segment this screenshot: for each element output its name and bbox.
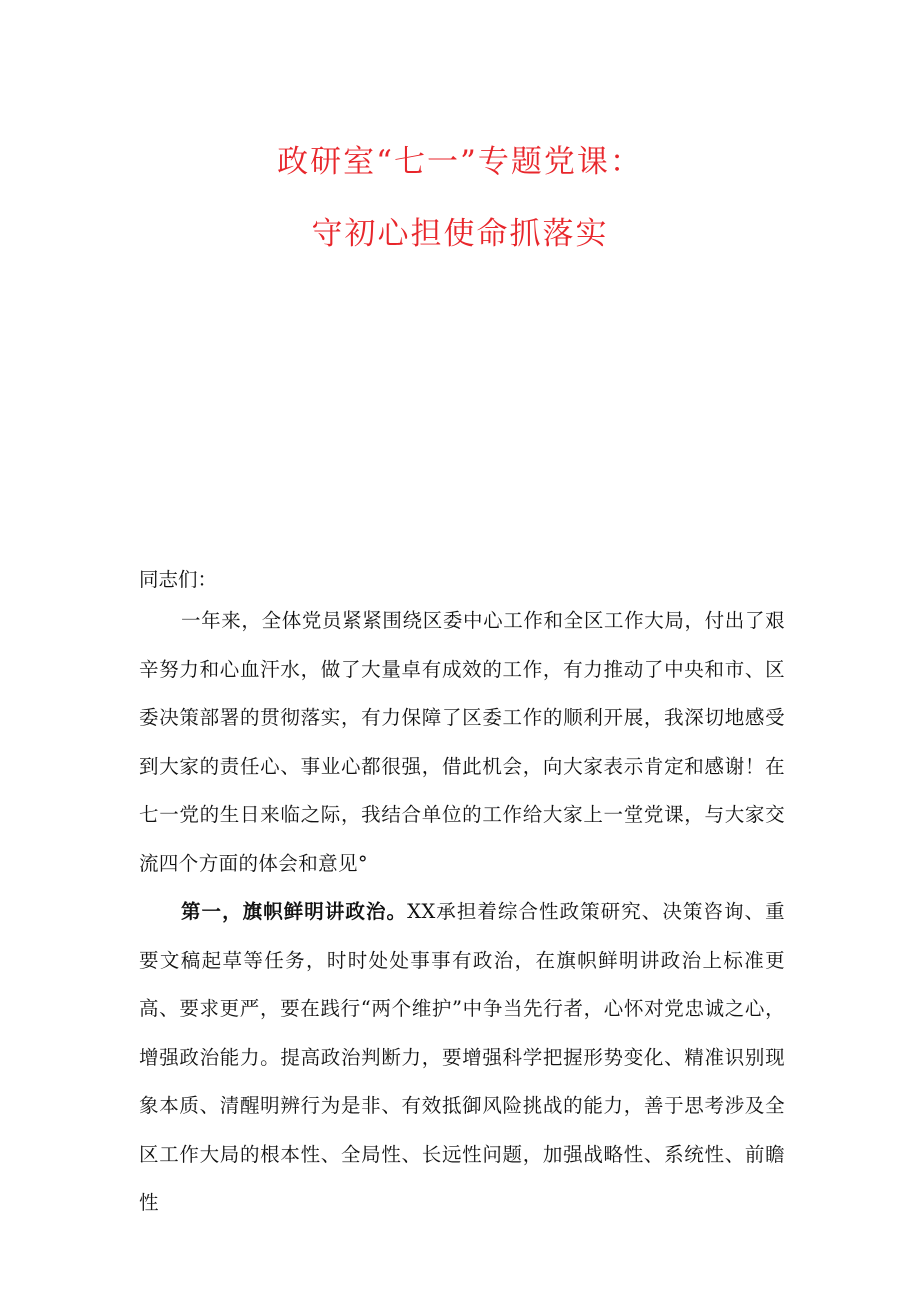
paragraph-intro-text: 一年来，全体党员紧紧围绕区委中心工作和全区工作大局，付出了艰辛努力和心血汗水，做了大量卓有成效的工作，有力推动了中央和市、区委决策部署的贯彻落实，有力保障了区委工作的顺利开展，我深切地感受到大家的责任心、事业心都很强，借此机会，向大家表示肯定和感谢！在七一党的生日来临之际，我结合单位的工作给大家上一堂党课，与大家交流四个方面的体会和意见° — [139, 609, 785, 875]
salutation: 同志们： — [139, 568, 218, 591]
document-title-line-2: 守初心担使命抓落实 — [311, 216, 609, 252]
paragraph-section-one — [139, 888, 785, 1228]
section-heading: 第一，旗帜鲜明讲政治。 — [181, 900, 408, 923]
document-title-line-1: 政研室“七一”专题党课： — [277, 144, 643, 180]
paragraph-section-one-text: XX承担着综合性政策研究、决策咨询、重要文稿起草等任务，时时处处事事有政治，在旗帜鲜明讲政治上标准更高、要求更严，要在践行“两个维护”中争当先行者，心怀对党忠诚之心，增强政治能力。提高政治判断力，要增强科学把握形势变化、精准识别现象本质、清醒明辨行为是非、有效抵御风险挑战的能力，善于思考涉及全区工作大局的根本性、全局性、长远性问题，加强战略性、系统性、前瞻性 — [139, 900, 785, 1214]
paragraph-intro — [139, 597, 785, 888]
